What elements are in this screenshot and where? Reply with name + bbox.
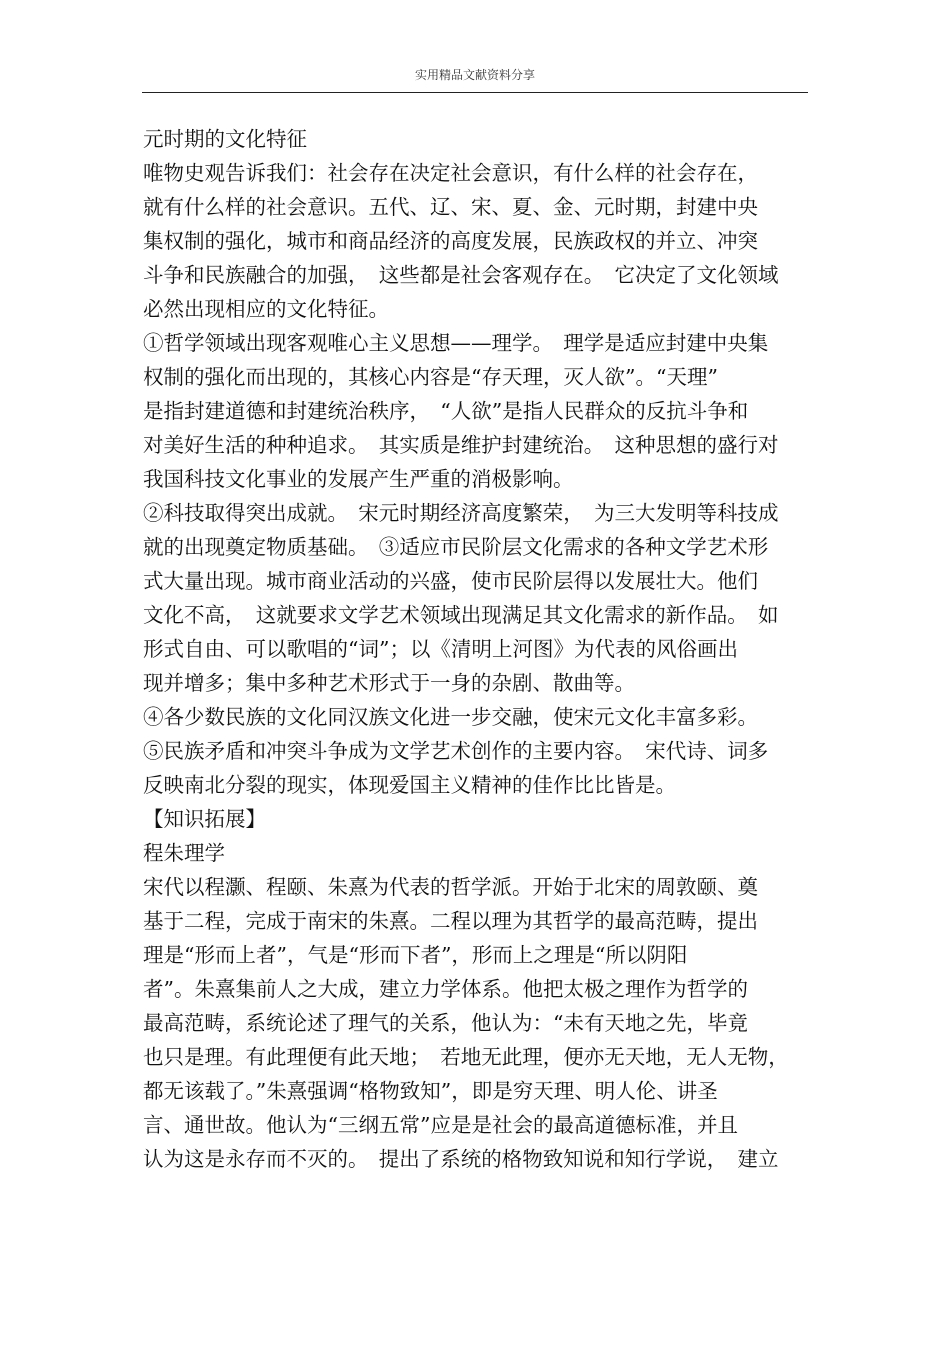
text-line: 文化不高， 这就要求文学艺术领域出现满足其文化需求的新作品。 如 — [143, 603, 779, 627]
text-line: 都无该载了。”朱熹强调“格物致知”，即是穷天理、明人伦、讲圣 — [143, 1079, 718, 1103]
text-line: 形式自由、可以歌唱的“词”；以《清明上河图》为代表的风俗画出 — [143, 637, 738, 661]
text-line: 最高范畴，系统论述了理气的关系，他认为：“未有天地之先，毕竟 — [143, 1011, 748, 1035]
text-line: 现并增多；集中多种艺术形式于一身的杂剧、散曲等。 — [143, 671, 635, 695]
header-title: 实用精品文献资料分享 — [414, 68, 535, 82]
text-line: 就有什么样的社会意识。五代、辽、宋、夏、金、元时期，封建中央 — [143, 195, 758, 219]
text-line: 权制的强化而出现的，其核心内容是“存天理，灭人欲”。“天理” — [143, 365, 718, 389]
text-line: ⑤民族矛盾和冲突斗争成为文学艺术创作的主要内容。 宋代诗、词多 — [143, 739, 769, 763]
text-line: 唯物史观告诉我们：社会存在决定社会意识，有什么样的社会存在， — [143, 161, 758, 185]
text-line: 言、通世故。他认为“三纲五常”应是是社会的最高道德标准，并且 — [143, 1113, 738, 1137]
text-line: 我国科技文化事业的发展产生严重的消极影响。 — [143, 467, 574, 491]
text-line: 元时期的文化特征 — [143, 127, 307, 151]
text-line: 集权制的强化，城市和商品经济的高度发展，民族政权的并立、冲突 — [143, 229, 758, 253]
text-line: 就的出现奠定物质基础。 ③适应市民阶层文化需求的各种文学艺术形 — [143, 535, 769, 559]
text-line: ②科技取得突出成就。 宋元时期经济高度繁荣， 为三大发明等科技成 — [143, 501, 779, 525]
text-line: 者”。朱熹集前人之大成，建立力学体系。他把太极之理作为哲学的 — [143, 977, 748, 1001]
text-line: 宋代以程灏、程颐、朱熹为代表的哲学派。开始于北宋的周敦颐、奠 — [143, 875, 758, 899]
page-header — [142, 64, 808, 93]
subsection-title: 程朱理学 — [143, 841, 225, 865]
text-line: 认为这是永存而不灭的。 提出了系统的格物致知说和知行学说， 建立 — [143, 1147, 779, 1171]
text-line: 是指封建道德和封建统治秩序， “人欲”是指人民群众的反抗斗争和 — [143, 399, 749, 423]
text-line: 必然出现相应的文化特征。 — [143, 297, 389, 321]
section-heading: 【知识拓展】 — [143, 807, 266, 831]
text-line: 式大量出现。城市商业活动的兴盛，使市民阶层得以发展壮大。他们 — [143, 569, 758, 593]
text-line: 理是“形而上者”，气是“形而下者”，形而上之理是“所以阴阳 — [143, 943, 688, 967]
text-line: 基于二程，完成于南宋的朱熹。二程以理为其哲学的最高范畴，提出 — [143, 909, 758, 933]
text-line: ④各少数民族的文化同汉族文化进一步交融，使宋元文化丰富多彩。 — [143, 705, 758, 729]
text-line: ①哲学领域出现客观唯心主义思想——理学。 理学是适应封建中央集 — [143, 331, 769, 355]
text-line: 对美好生活的种种追求。 其实质是维护封建统治。 这种思想的盛行对 — [143, 433, 779, 457]
text-line: 也只是理。有此理便有此天地； 若地无此理，便亦无天地，无人无物， — [143, 1045, 789, 1069]
text-line: 斗争和民族融合的加强， 这些都是社会客观存在。 它决定了文化领域 — [143, 263, 779, 287]
document-body — [143, 122, 808, 1176]
text-line: 反映南北分裂的现实，体现爱国主义精神的佳作比比皆是。 — [143, 773, 676, 797]
